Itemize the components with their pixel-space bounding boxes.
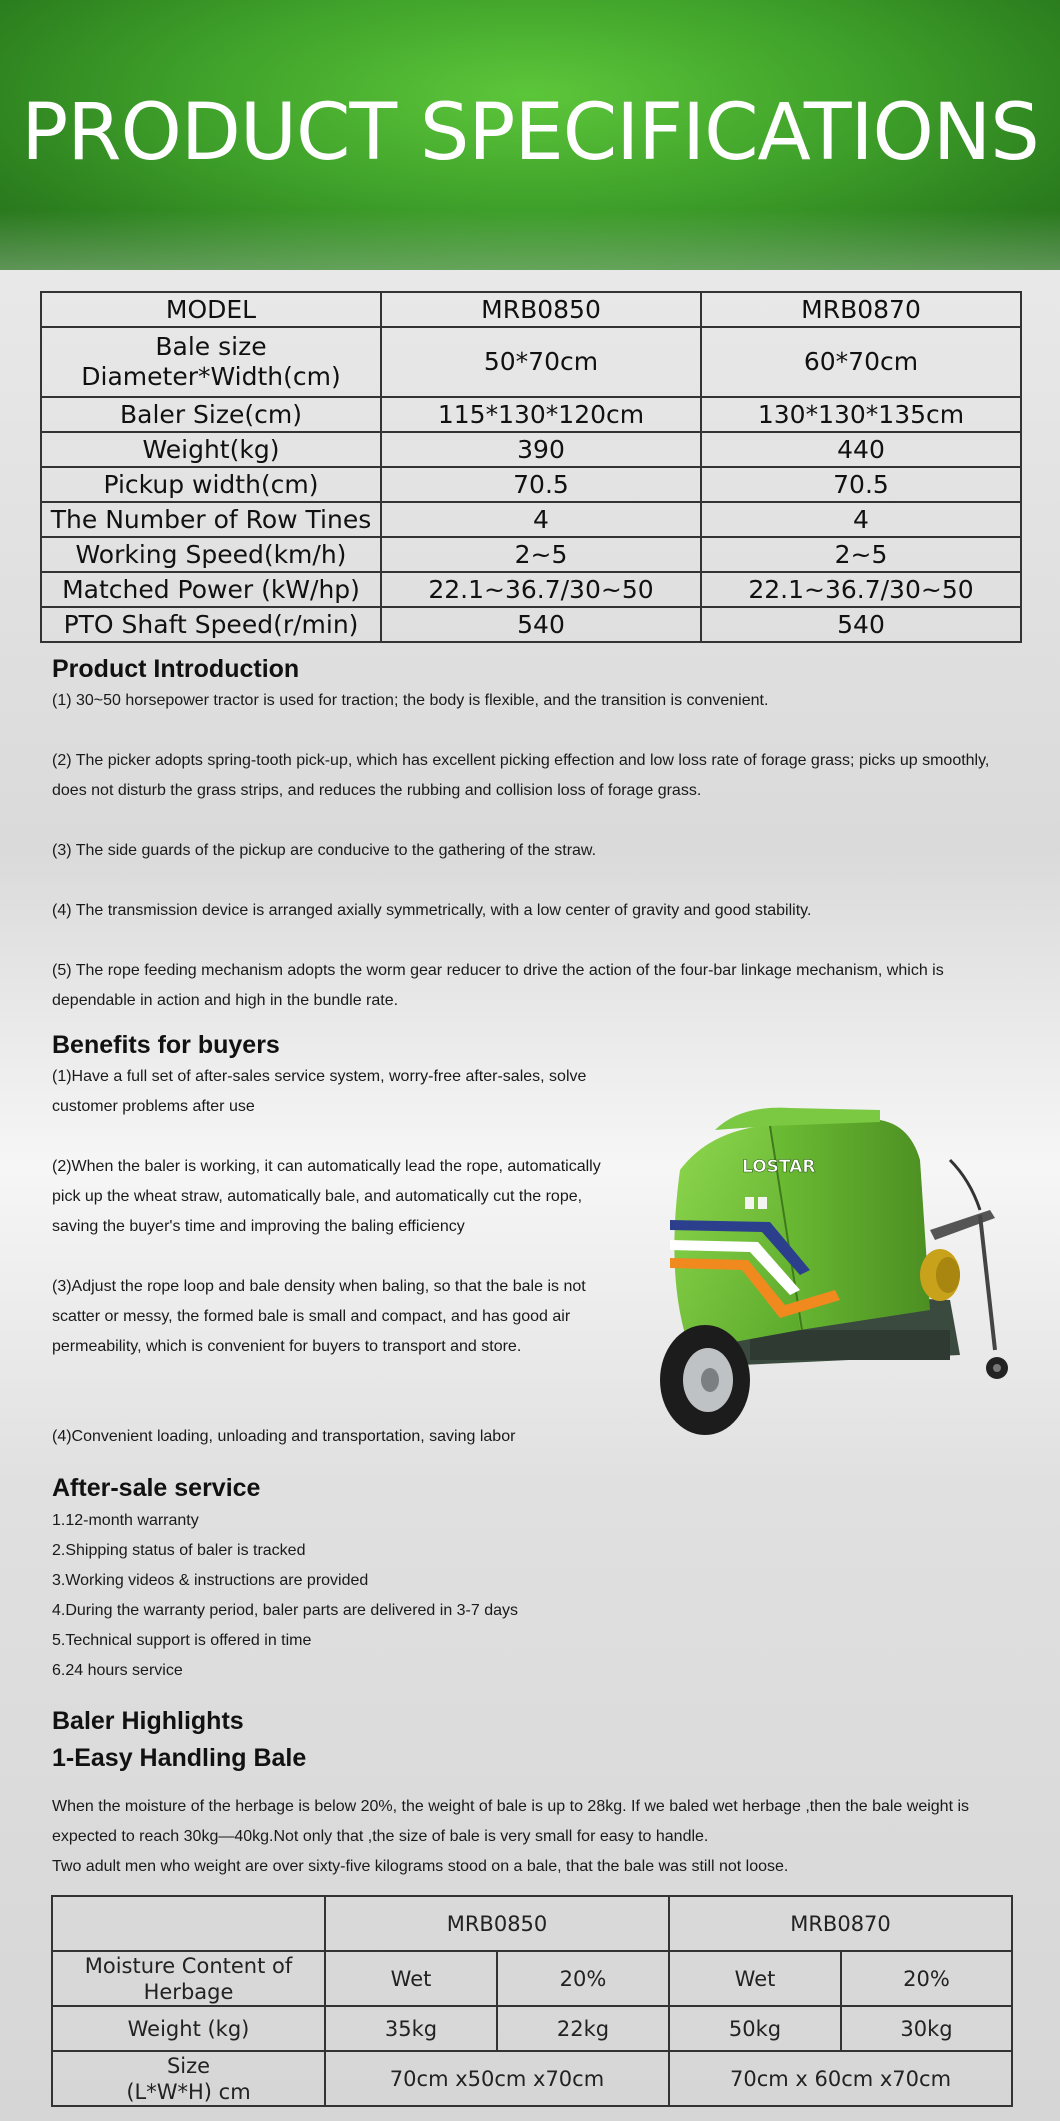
spec-mrb0870-cell: 130*130*135cm xyxy=(701,397,1021,432)
model-a-header: MRB0850 xyxy=(325,1896,669,1951)
moisture-b-20: 20% xyxy=(841,1951,1012,2006)
highlights-paragraph-2: Two adult men who weight are over sixty-five kilograms stood on a bale, that the bale was still not loose. xyxy=(52,1858,789,1875)
spec-row xyxy=(41,607,1021,642)
moisture-b-wet: Wet xyxy=(669,1951,841,2006)
intro-item-1: (1) 30~50 horsepower tractor is used for traction; the body is flexible, and the transition is convenient. xyxy=(52,692,769,709)
spec-mrb0850-cell: 70.5 xyxy=(381,467,701,502)
brand-label: LOSTAR xyxy=(742,1157,816,1177)
spec-row xyxy=(41,432,1021,467)
intro-title: Product Introduction xyxy=(52,655,300,683)
benefits-title: Benefits for buyers xyxy=(52,1031,280,1059)
moisture-a-wet: Wet xyxy=(325,1951,497,2006)
spec-mrb0850-cell: 540 xyxy=(381,607,701,642)
spec-mrb0870-cell: 4 xyxy=(701,502,1021,537)
spec-label-cell: MODEL xyxy=(41,292,381,327)
spec-row xyxy=(41,327,1021,397)
spec-label-cell: Working Speed(km/h) xyxy=(41,537,381,572)
highlights-title: Baler Highlights xyxy=(52,1707,244,1735)
intro-item-2: (2) The picker adopts spring-tooth pick-up, which has excellent picking effection and low loss rate of forage grass; picks up smoothly, does not disturb the grass strips, and reduces the rubbing and collision loss of forage grass. xyxy=(52,752,990,799)
benefit-item-3: (3)Adjust the rope loop and bale density when baling, so that the bale is not scatter or messy, the formed bale is small and compact, and has good air permeability, which is convenient for buyers to transport and store. xyxy=(52,1278,586,1355)
intro-item-5: (5) The rope feeding mechanism adopts the worm gear reducer to drive the action of the four-bar linkage mechanism, which is dependable in action and high in the bundle rate. xyxy=(52,962,944,1009)
service-item-3: 3.Working videos & instructions are provided xyxy=(52,1572,369,1589)
weight-label: Weight (kg) xyxy=(52,2006,325,2051)
bale-comparison-table xyxy=(51,1895,1013,2107)
spec-row xyxy=(41,292,1021,327)
spec-mrb0850-cell: 115*130*120cm xyxy=(381,397,701,432)
size-b: 70cm x 60cm x70cm xyxy=(669,2051,1012,2106)
spec-label-cell: PTO Shaft Speed(r/min) xyxy=(41,607,381,642)
spec-label-cell: Bale size Diameter*Width(cm) xyxy=(41,327,381,397)
page-title: PRODUCT SPECIFICATIONS xyxy=(21,88,1039,178)
spec-mrb0850-cell: 4 xyxy=(381,502,701,537)
spec-row xyxy=(41,502,1021,537)
table-corner-cell xyxy=(52,1896,325,1951)
service-title: After-sale service xyxy=(52,1474,261,1502)
round-baler-image xyxy=(650,1100,1020,1450)
moisture-a-20: 20% xyxy=(497,1951,669,2006)
spec-label-cell: Matched Power (kW/hp) xyxy=(41,572,381,607)
spec-mrb0870-cell: 22.1~36.7/30~50 xyxy=(701,572,1021,607)
spec-mrb0850-cell: 50*70cm xyxy=(381,327,701,397)
moisture-label: Moisture Content of Herbage xyxy=(52,1951,325,2006)
header-banner xyxy=(0,0,1060,270)
spec-mrb0850-cell: MRB0850 xyxy=(381,292,701,327)
weight-b-wet: 50kg xyxy=(669,2006,841,2051)
spec-label-cell: Baler Size(cm) xyxy=(41,397,381,432)
size-a: 70cm x50cm x70cm xyxy=(325,2051,669,2106)
weight-a-20: 22kg xyxy=(497,2006,669,2051)
model-b-header: MRB0870 xyxy=(669,1896,1012,1951)
benefit-item-1: (1)Have a full set of after-sales service system, worry-free after-sales, solve customer problems after use xyxy=(52,1068,587,1115)
service-item-2: 2.Shipping status of baler is tracked xyxy=(52,1542,306,1559)
spec-mrb0870-cell: 70.5 xyxy=(701,467,1021,502)
intro-item-4: (4) The transmission device is arranged axially symmetrically, with a low center of gravity and good stability. xyxy=(52,902,812,919)
spec-row xyxy=(41,467,1021,502)
spec-mrb0870-cell: MRB0870 xyxy=(701,292,1021,327)
service-item-1: 1.12-month warranty xyxy=(52,1512,199,1529)
highlights-subtitle: 1-Easy Handling Bale xyxy=(52,1744,307,1772)
benefit-item-2: (2)When the baler is working, it can automatically lead the rope, automatically pick up the wheat straw, automatically bale, and automatically cut the rope, saving the buyer's time and improving the baling efficiency xyxy=(52,1158,601,1235)
spec-mrb0870-cell: 440 xyxy=(701,432,1021,467)
size-label: Size (L*W*H) cm xyxy=(52,2051,325,2106)
spec-mrb0850-cell: 2~5 xyxy=(381,537,701,572)
spec-row xyxy=(41,572,1021,607)
intro-item-3: (3) The side guards of the pickup are conducive to the gathering of the straw. xyxy=(52,842,597,859)
highlights-paragraph-1: When the moisture of the herbage is below 20%, the weight of bale is up to 28kg. If we baled wet herbage ,then the bale weight is expected to reach 30kg—40kg.Not only that ,the size of bale is very small for easy to handle. xyxy=(52,1798,970,1845)
service-item-4: 4.During the warranty period, baler parts are delivered in 3-7 days xyxy=(52,1602,519,1619)
spec-mrb0870-cell: 540 xyxy=(701,607,1021,642)
spec-row xyxy=(41,397,1021,432)
benefit-item-4: (4)Convenient loading, unloading and transportation, saving labor xyxy=(52,1428,516,1445)
service-item-5: 5.Technical support is offered in time xyxy=(52,1632,312,1649)
spec-mrb0870-cell: 60*70cm xyxy=(701,327,1021,397)
spec-label-cell: Weight(kg) xyxy=(41,432,381,467)
spec-mrb0850-cell: 390 xyxy=(381,432,701,467)
spec-label-cell: The Number of Row Tines xyxy=(41,502,381,537)
weight-b-20: 30kg xyxy=(841,2006,1012,2051)
spec-row xyxy=(41,537,1021,572)
service-item-6: 6.24 hours service xyxy=(52,1662,183,1679)
weight-a-wet: 35kg xyxy=(325,2006,497,2051)
spec-table xyxy=(40,291,1022,643)
spec-mrb0850-cell: 22.1~36.7/30~50 xyxy=(381,572,701,607)
spec-label-cell: Pickup width(cm) xyxy=(41,467,381,502)
spec-mrb0870-cell: 2~5 xyxy=(701,537,1021,572)
